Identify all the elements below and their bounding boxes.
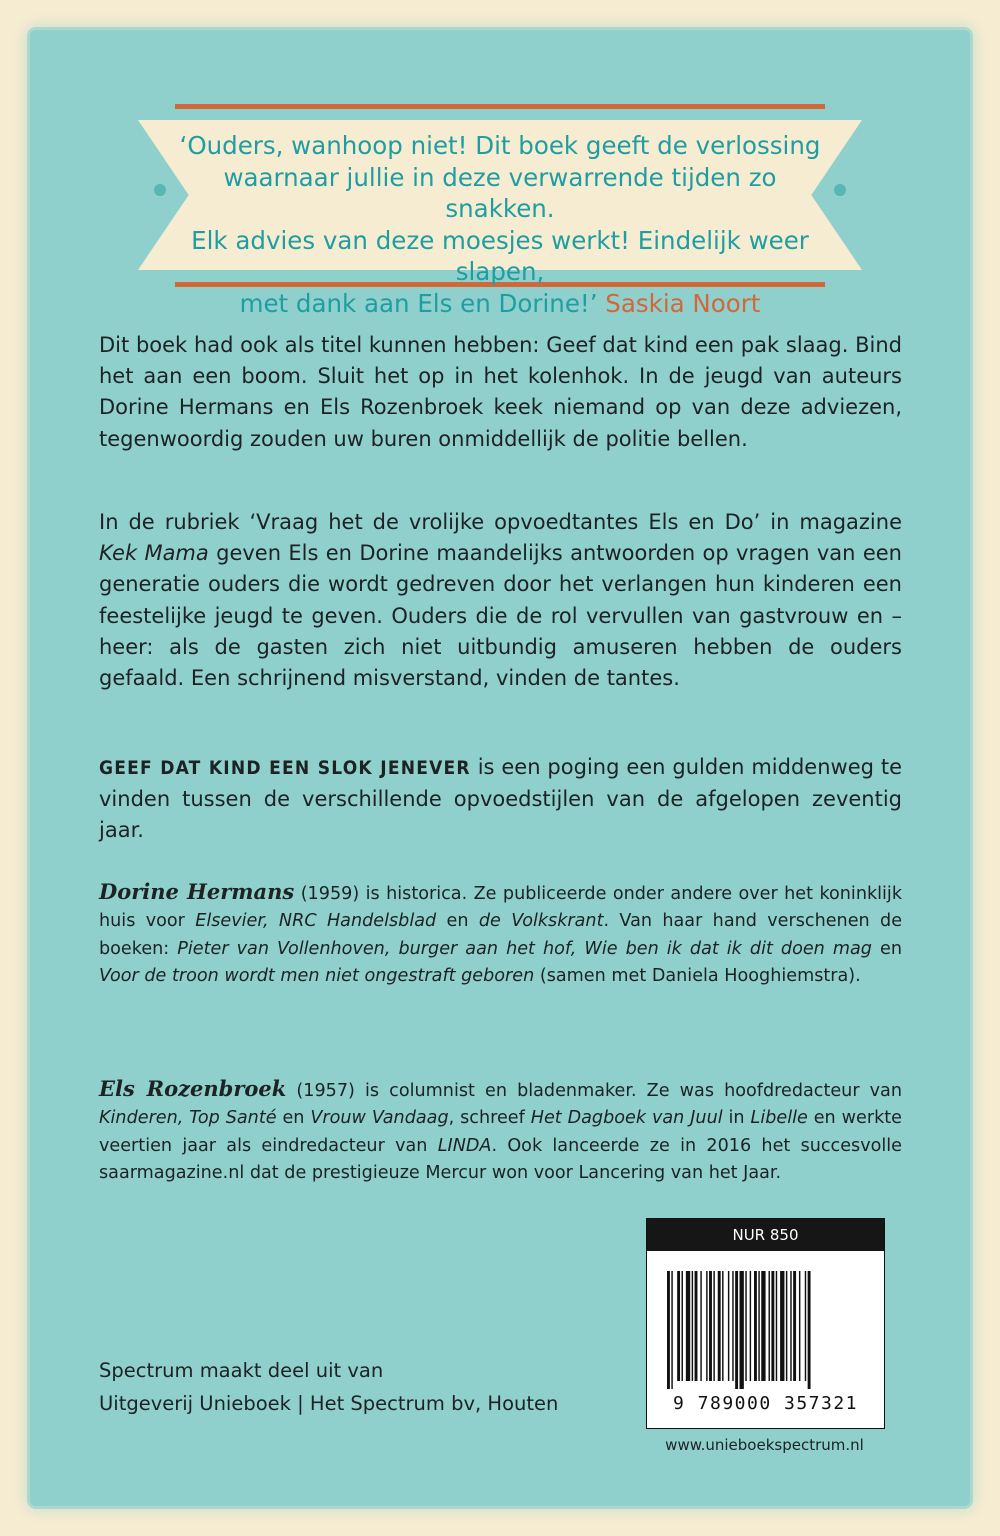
banner-left-dot <box>154 184 166 196</box>
description-paragraph-3 <box>99 752 902 847</box>
quote-line-text: met dank aan Els en Dorine!’ <box>239 288 598 318</box>
barcode-bar <box>776 1271 777 1381</box>
bio-italic: Vrouw Vandaag <box>310 1108 449 1129</box>
bio-italic: Voor de troon wordt men niet ongestraft geboren <box>99 966 535 987</box>
bio-italic: Het Dagboek van Juul <box>530 1108 723 1129</box>
barcode-bar <box>805 1271 806 1381</box>
description-paragraph-1: Dit boek had ook als titel kunnen hebben: Geef dat kind een pak slaag. Bind het aan een boom. Sluit het op in het kolenhok. In de jeugd van auteurs Dorine Hermans en Els Rozenbroek keek niemand op van deze adviezen, tegenwoordig zouden uw buren onmiddellijk de politie bellen. <box>99 333 902 451</box>
description-paragraph-2 <box>99 507 902 694</box>
barcode-bar <box>695 1271 698 1381</box>
barcode-bar <box>728 1271 729 1381</box>
barcode-bar <box>786 1271 787 1381</box>
bio-italic: de Volkskrant <box>478 911 604 932</box>
barcode-bar <box>754 1271 757 1381</box>
barcode-box <box>646 1218 885 1429</box>
bio-text: en <box>446 911 469 932</box>
barcode-bar <box>722 1271 723 1381</box>
barcode-bar <box>769 1271 770 1381</box>
barcode-bar <box>709 1271 712 1381</box>
quote-line: Elk advies van deze moesjes werkt! Eindelijk weer slapen, <box>191 225 809 286</box>
barcode-bar <box>677 1271 680 1381</box>
quote-line: waarnaar jullie in deze verwarrende tijden zo snakken. <box>223 162 777 223</box>
quote-line: ‘Ouders, wanhoop niet! Dit boek geeft de verlossing <box>179 131 821 160</box>
bio-dorine-hermans <box>99 878 902 991</box>
barcode-bar <box>671 1271 672 1389</box>
publisher-line-2: Uitgeverij Unieboek | Het Spectrum bv, Houten <box>99 1392 559 1415</box>
barcode-bar <box>790 1271 791 1381</box>
author-name-dorine: Dorine Hermans <box>99 879 295 904</box>
barcode-bar <box>780 1271 784 1381</box>
bio-text: (1959) is historica. Ze publiceerde onder andere over het koninklijk huis voor <box>99 884 903 932</box>
barcode-bar <box>750 1271 751 1381</box>
barcode-bar <box>713 1271 714 1381</box>
barcode-bar <box>718 1271 721 1381</box>
bio-els-rozenbroek <box>99 1075 902 1188</box>
banner-top-stripe <box>175 104 825 109</box>
publisher-website: www.unieboekspectrum.nl <box>665 1436 864 1454</box>
isbn-digits: 9 789000 357321 <box>672 1393 859 1414</box>
barcode-bar <box>740 1271 744 1389</box>
bio-text: . Ook lanceerde ze in 2016 het succesvolle saarmagazine.nl dat de prestigieuze Mercur won voor Lancering van het Jaar. <box>99 1135 902 1184</box>
paragraph-2-intro: In de rubriek ‘Vraag het de vrolijke opvoedtantes Els en Do’ in magazine <box>99 510 902 534</box>
publisher-info <box>99 1354 619 1420</box>
barcode-bar <box>700 1271 701 1381</box>
barcode-bar <box>771 1271 774 1381</box>
book-title-inline: GEEF DAT KIND EEN SLOK JENEVER <box>99 757 471 779</box>
barcode-bar <box>682 1271 683 1381</box>
banner-right-dot <box>834 184 846 196</box>
bio-text: en werkte veertien jaar als eindredacteur van <box>99 1108 902 1156</box>
barcode-bar <box>732 1271 733 1381</box>
bio-text: in <box>728 1108 745 1129</box>
endorsement-quote <box>175 130 825 319</box>
magazine-title: Kek Mama <box>99 541 209 566</box>
bio-italic: Pieter van Vollenhoven, burger aan het hof, Wie ben ik dat ik dit doen mag <box>177 938 872 959</box>
publisher-line-1: Spectrum maakt deel uit van <box>99 1359 384 1382</box>
bio-text: , schreef <box>448 1108 525 1129</box>
barcode-bar <box>758 1271 759 1381</box>
bio-italic: LINDA <box>437 1135 492 1156</box>
nur-code: NUR 850 <box>647 1219 884 1251</box>
paragraph-2-rest: geven Els en Dorine maandelijks antwoorden op vragen van een generatie ouders die wordt gedreven door het verlangen hun kinderen een feestelijke jeugd te geven. Ouders die de rol vervullen van gastvrouw en –heer: als de gasten zich niet uitbundig amuseren hebben de ouders gefaald. Een schrijnend misverstand, vinden de tantes. <box>99 541 902 691</box>
barcode-bar <box>706 1271 707 1381</box>
barcode-bar <box>735 1271 738 1389</box>
barcode-bar <box>761 1271 765 1381</box>
paragraph-3-rest: is een poging een gulden middenweg te vinden tussen de verschillende opvoedstijlen van de afgelopen zeventig jaar. <box>99 755 903 843</box>
bio-italic: Libelle <box>750 1108 808 1129</box>
bio-italic: Elsevier, NRC Handelsblad <box>195 911 437 932</box>
barcode-bar <box>686 1271 690 1381</box>
barcode-bar <box>808 1271 811 1389</box>
bio-text: (samen met Daniela Hooghiemstra). <box>539 966 861 987</box>
barcode-icon <box>665 1271 865 1389</box>
quote-line <box>175 288 825 320</box>
bio-text: (1957) is columnist en bladenmaker. Ze was hoofdredacteur van <box>296 1081 902 1101</box>
bio-italic: Kinderen, Top Santé <box>99 1108 277 1129</box>
barcode-bar <box>745 1271 746 1381</box>
barcode-bar <box>799 1271 800 1381</box>
barcode-bar <box>692 1271 693 1381</box>
quote-author: Saskia Noort <box>605 288 761 318</box>
bio-text: . Van haar hand verschenen de boeken: <box>99 911 903 959</box>
author-name-els: Els Rozenbroek <box>99 1076 287 1101</box>
barcode-bar <box>793 1271 796 1381</box>
bio-text: en <box>282 1108 305 1129</box>
bio-text: en <box>880 938 903 959</box>
barcode-bar <box>667 1271 670 1389</box>
